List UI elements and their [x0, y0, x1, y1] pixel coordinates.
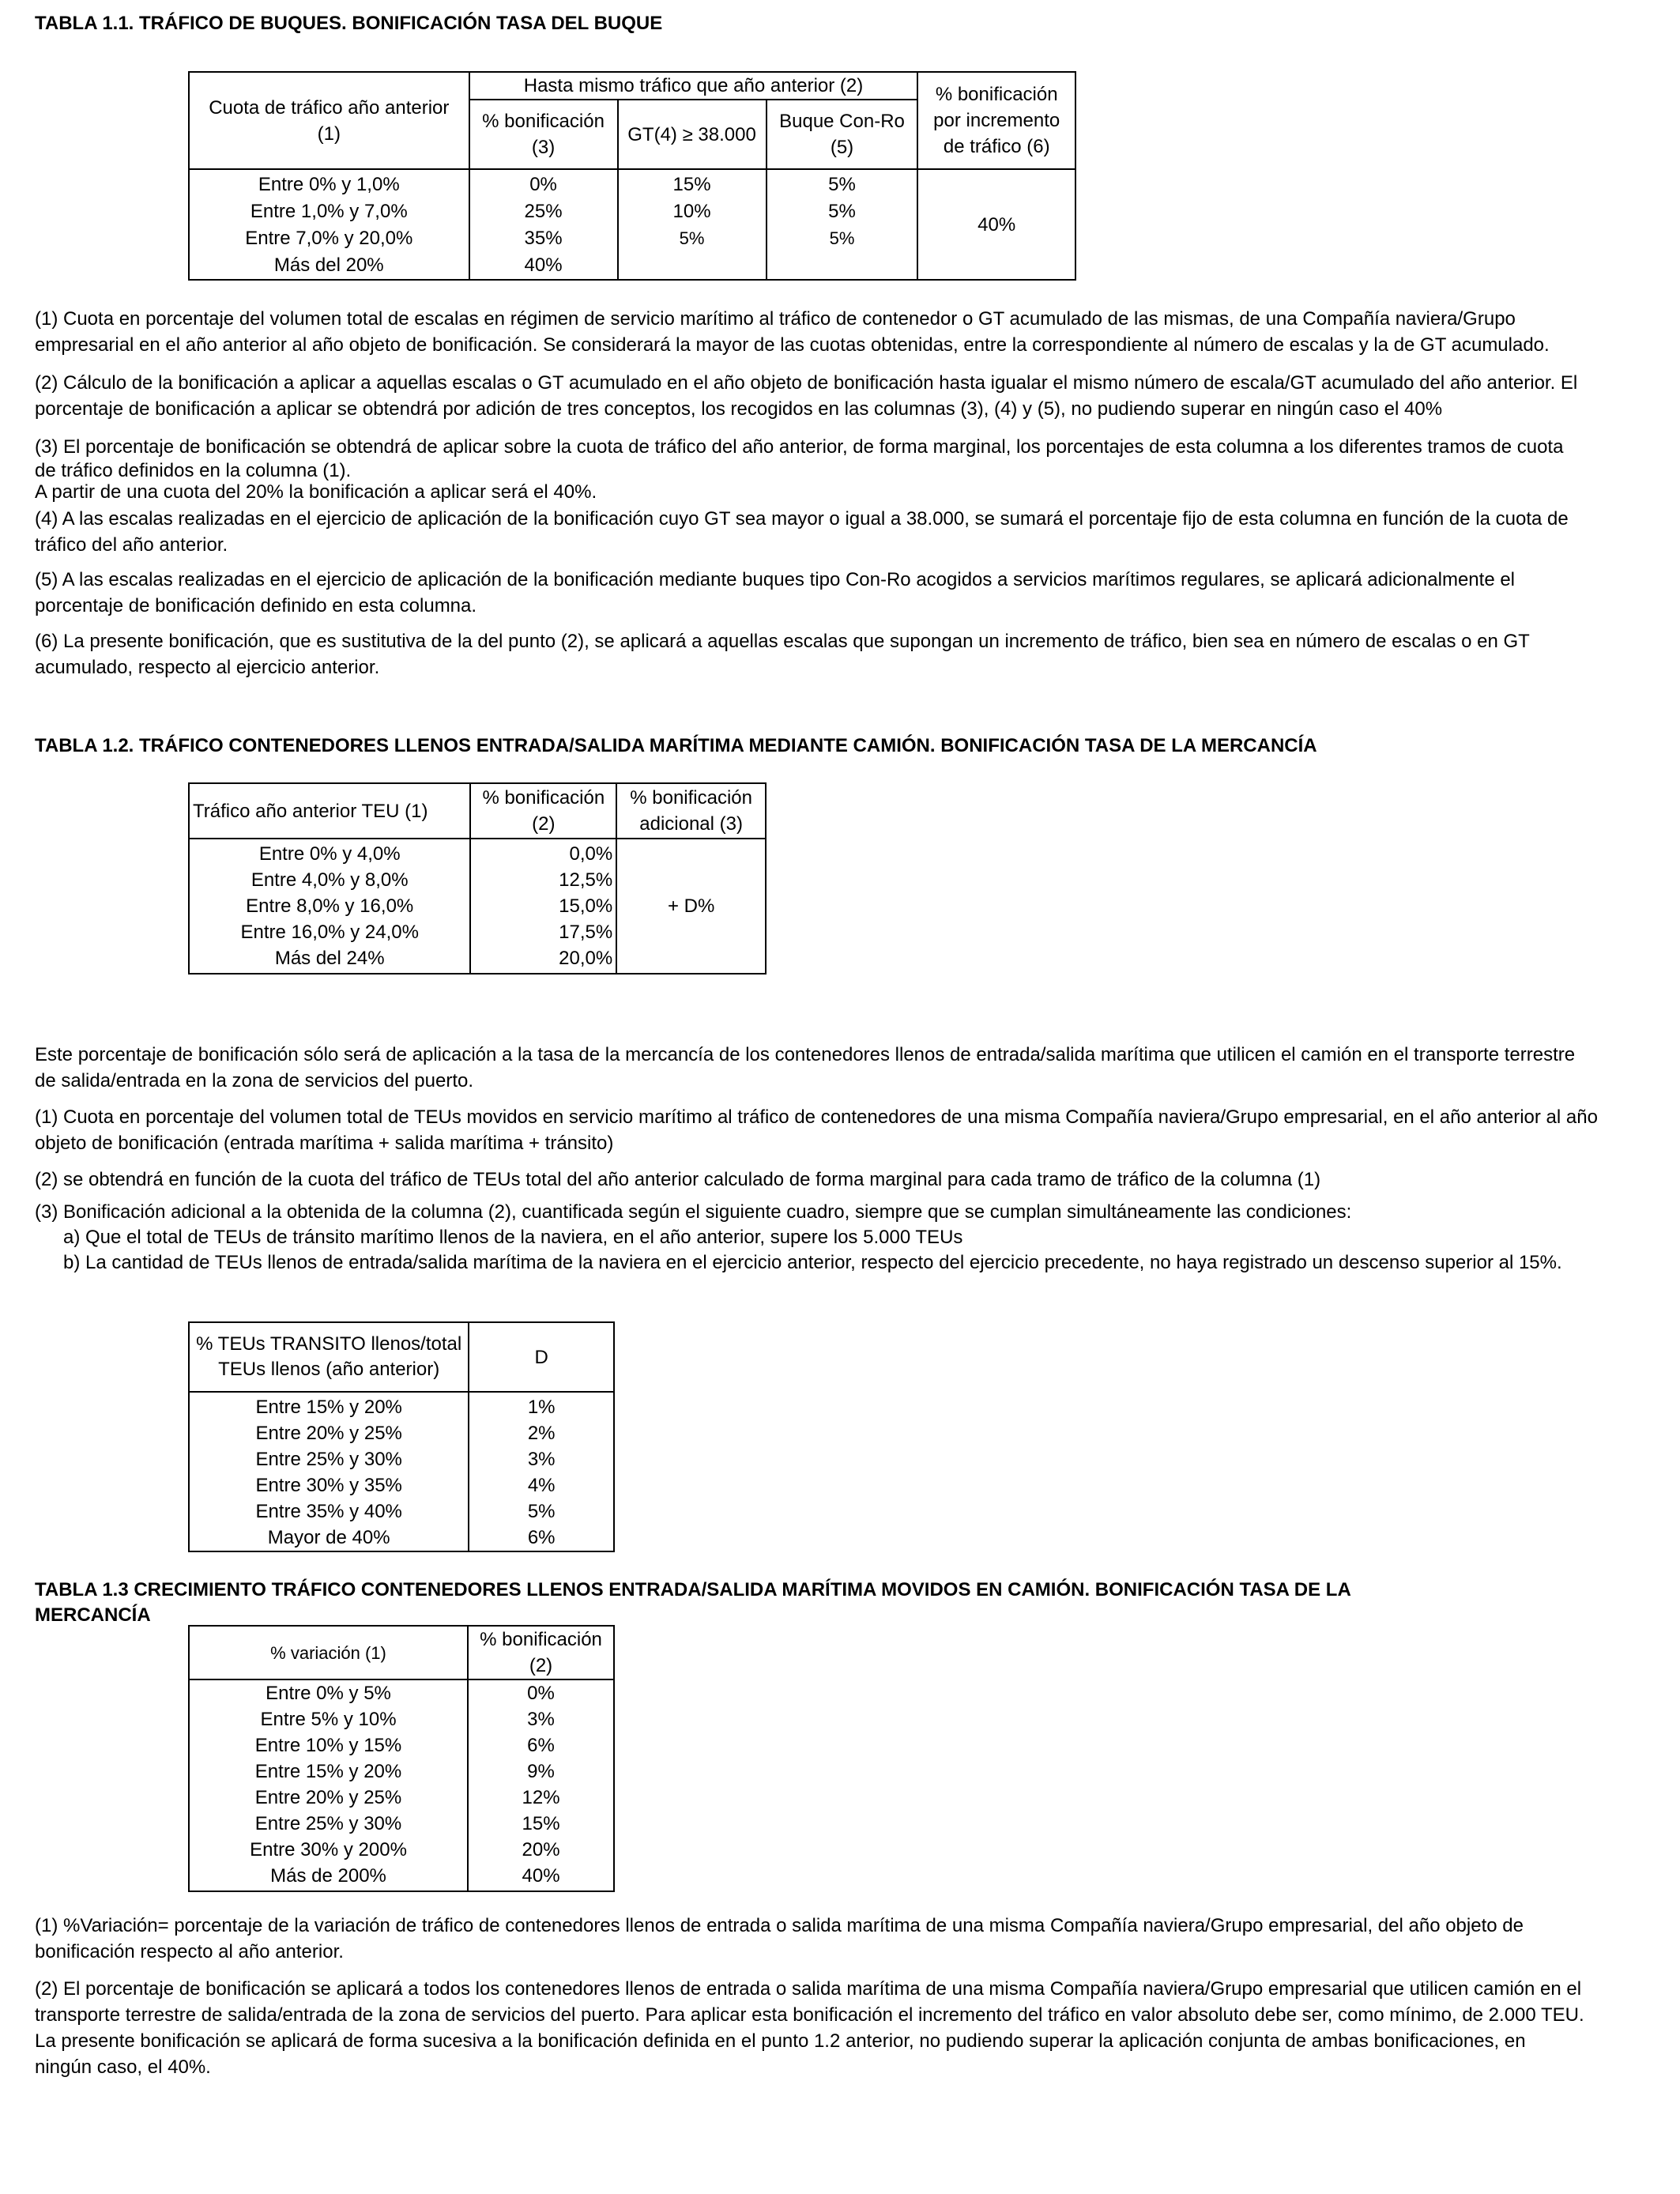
table-1-2 [188, 782, 767, 974]
note-3-teu: (3) Bonificación adicional a la obtenida de la columna (2), cuantificada según el siguiente cuadro, siempre que se cumplan simultáneamente las condiciones: a) Que el total de TEUs de tránsito marítimo llenos de la naviera, en el año anterior, supere los 5.000 TEUs b) La cantidad de TEUs llenos de entrada/salida marítima de la naviera en el ejercicio anterior, respecto del ejercicio precedente, no haya registrado un descenso superior al 15%. [35, 1200, 1678, 1276]
variacion-column: Entre 0% y 5% Entre 5% y 10% Entre 10% y 15% Entre 15% y 20% Entre 20% y 25% Entre 25% y 30% Entre 30% y 200% Más de 200% [189, 1679, 468, 1891]
table-1-2-title: TABLA 1.2. TRÁFICO CONTENEDORES LLENOS ENTRADA/SALIDA MARÍTIMA MEDIANTE CAMIÓN. BONIFICACIÓN TASA DE LA MERCANCÍA [35, 735, 1317, 756]
note-4: (4) A las escalas realizadas en el ejercicio de aplicación de la bonificación cuyo GT sea mayor o igual a 38.000, se sumará el porcentaje fijo de esta columna en función de la cuota de tráfico del año anterior. [35, 508, 1569, 556]
note-2-teu: (2) se obtendrá en función de la cuota del tráfico de TEUs total del año anterior calculado de forma marginal para cada tramo de tráfico de la columna (1) [35, 1169, 1321, 1190]
note-1: (1) Cuota en porcentaje del volumen total de escalas en régimen de servicio marítimo al tráfico de contenedor o GT acumulado de las mismas, de una Compañía naviera/Grupo empresarial en el año anterior al año objeto de bonificación. Se considerará la mayor de las cuotas obtenidas, entre la correspondiente al número de escalas y la de GT acumulado. [35, 308, 1550, 356]
condition-b: b) La cantidad de TEUs llenos de entrada/salida marítima de la naviera en el ejercicio anterior, respecto del ejercicio precedente, no haya registrado un descenso superior al 15%. [63, 1252, 1562, 1273]
note-intro: Este porcentaje de bonificación sólo será de aplicación a la tasa de la mercancía de los contenedores llenos de entrada/salida marítima que utilicen el camión en el transporte terrestre de salida/entrada en la zona de servicios del puerto. [35, 1044, 1576, 1091]
teus-column: Entre 15% y 20% Entre 20% y 25% Entre 25% y 30% Entre 30% y 35% Entre 35% y 40% Mayor de 40% [189, 1392, 469, 1551]
bonificacion-column: 0% 25% 35% 40% [469, 169, 618, 280]
note-variacion: (1) %Variación= porcentaje de la variación de tráfico de contenedores llenos de entrada o salida marítima de una misma Compañía naviera/Grupo empresarial, del año objeto de bonificación respecto al año anterior. [35, 1915, 1524, 1962]
header-variacion: % variación (1) [189, 1626, 468, 1679]
trafico-column: Entre 0% y 4,0% Entre 4,0% y 8,0% Entre 8,0% y 16,0% Entre 16,0% y 24,0% Más del 24% [189, 839, 470, 974]
table-1-1-notes [35, 306, 1678, 680]
header-incremento: % bonificación por incremento de tráfico (6) [917, 72, 1075, 169]
header-hasta: Hasta mismo tráfico que año anterior (2) [469, 72, 918, 100]
table-1-3-notes [35, 1913, 1678, 2080]
header-gt: GT(4) ≥ 38.000 [618, 100, 767, 169]
incremento-value: 40% [917, 169, 1075, 280]
table-d [188, 1321, 615, 1552]
header-cuota: Cuota de tráfico año anterior (1) [189, 72, 469, 169]
table-1-1 [188, 71, 1076, 281]
conro-column: 5% 5% 5% [767, 169, 918, 280]
bonificacion-2-column: 0,0% 12,5% 15,0% 17,5% 20,0% [470, 839, 616, 974]
gt-column: 15% 10% 5% [618, 169, 767, 280]
header-conro: Buque Con-Ro (5) [767, 100, 918, 169]
table-1-3 [188, 1625, 615, 1892]
header-bonificacion-3: % bonificación (2) [468, 1626, 614, 1679]
note-2: (2) Cálculo de la bonificación a aplicar a aquellas escalas o GT acumulado en el año objeto de bonificación hasta igualar el mismo número de escala/GT acumulado del año anterior. El porcentaje de bonificación a aplicar se obtendrá por adición de tres conceptos, los recogidos en las columnas (3), (4) y (5), no pudiendo superar en ningún caso el 40% [35, 372, 1578, 420]
condition-a: a) Que el total de TEUs de tránsito marítimo llenos de la naviera, en el año anterior, supere los 5.000 TEUs [63, 1227, 963, 1248]
note-6: (6) La presente bonificación, que es sustitutiva de la del punto (2), se aplicará a aquellas escalas que supongan un incremento de tráfico, bien sea en número de escalas o en GT acumulado, respecto al ejercicio anterior. [35, 631, 1530, 678]
header-teus: % TEUs TRANSITO llenos/total TEUs llenos (año anterior) [189, 1322, 469, 1392]
header-bonificacion: % bonificación (3) [469, 100, 618, 169]
table-1-1-title: TABLA 1.1. TRÁFICO DE BUQUES. BONIFICACIÓN TASA DEL BUQUE [35, 13, 663, 34]
header-bonificacion-2: % bonificación (2) [470, 783, 616, 839]
cuota-column: Entre 0% y 1,0% Entre 1,0% y 7,0% Entre 7,0% y 20,0% Más del 20% [189, 169, 469, 280]
d-column: 1% 2% 3% 4% 5% 6% [469, 1392, 614, 1551]
table-1-2-notes [35, 1042, 1678, 1276]
note-bonificacion: (2) El porcentaje de bonificación se aplicará a todos los contenedores llenos de entrada o salida marítima de una misma Compañía naviera/Grupo empresarial que utilicen camión en el transporte terrestre de salida/entrada de la zona de servicios del puerto. Para aplicar esta bonificación el incremento del tráfico en valor absoluto debe ser, como mínimo, de 2.000 TEU. La presente bonificación se aplicará de forma sucesiva a la bonificación definida en el punto 1.2 anterior, no pudiendo superar la aplicación conjunta de ambas bonificaciones, en ningún caso, el 40%. [35, 1978, 1584, 2078]
bonificacion-3-column: 0% 3% 6% 9% 12% 15% 20% 40% [468, 1679, 614, 1891]
note-3: (3) El porcentaje de bonificación se obtendrá de aplicar sobre la cuota de tráfico del año anterior, de forma marginal, los porcentajes de esta columna a los diferentes tramos de cuota de tráfico definidos en la columna (1). A partir de una cuota del 20% la bonificación a aplicar será el 40%. [35, 436, 1564, 503]
table-1-3-title: TABLA 1.3 CRECIMIENTO TRÁFICO CONTENEDORES LLENOS ENTRADA/SALIDA MARÍTIMA MOVIDOS EN CAMIÓN. BONIFICACIÓN TASA DE LA MERCANCÍA [35, 1579, 1351, 1626]
note-1-teu: (1) Cuota en porcentaje del volumen total de TEUs movidos en servicio marítimo al tráfico de contenedores de una misma Compañía naviera/Grupo empresarial, en el año anterior al año objeto de bonificación (entrada marítima + salida marítima + tránsito) [35, 1106, 1598, 1154]
note-5: (5) A las escalas realizadas en el ejercicio de aplicación de la bonificación mediante buques tipo Con-Ro acogidos a servicios marítimos regulares, se aplicará adicionalmente el porcentaje de bonificación definido en esta columna. [35, 569, 1516, 616]
header-adicional: % bonificación adicional (3) [616, 783, 766, 839]
header-trafico: Tráfico año anterior TEU (1) [189, 783, 470, 839]
adicional-value: + D% [616, 839, 766, 974]
header-d: D [469, 1322, 614, 1392]
